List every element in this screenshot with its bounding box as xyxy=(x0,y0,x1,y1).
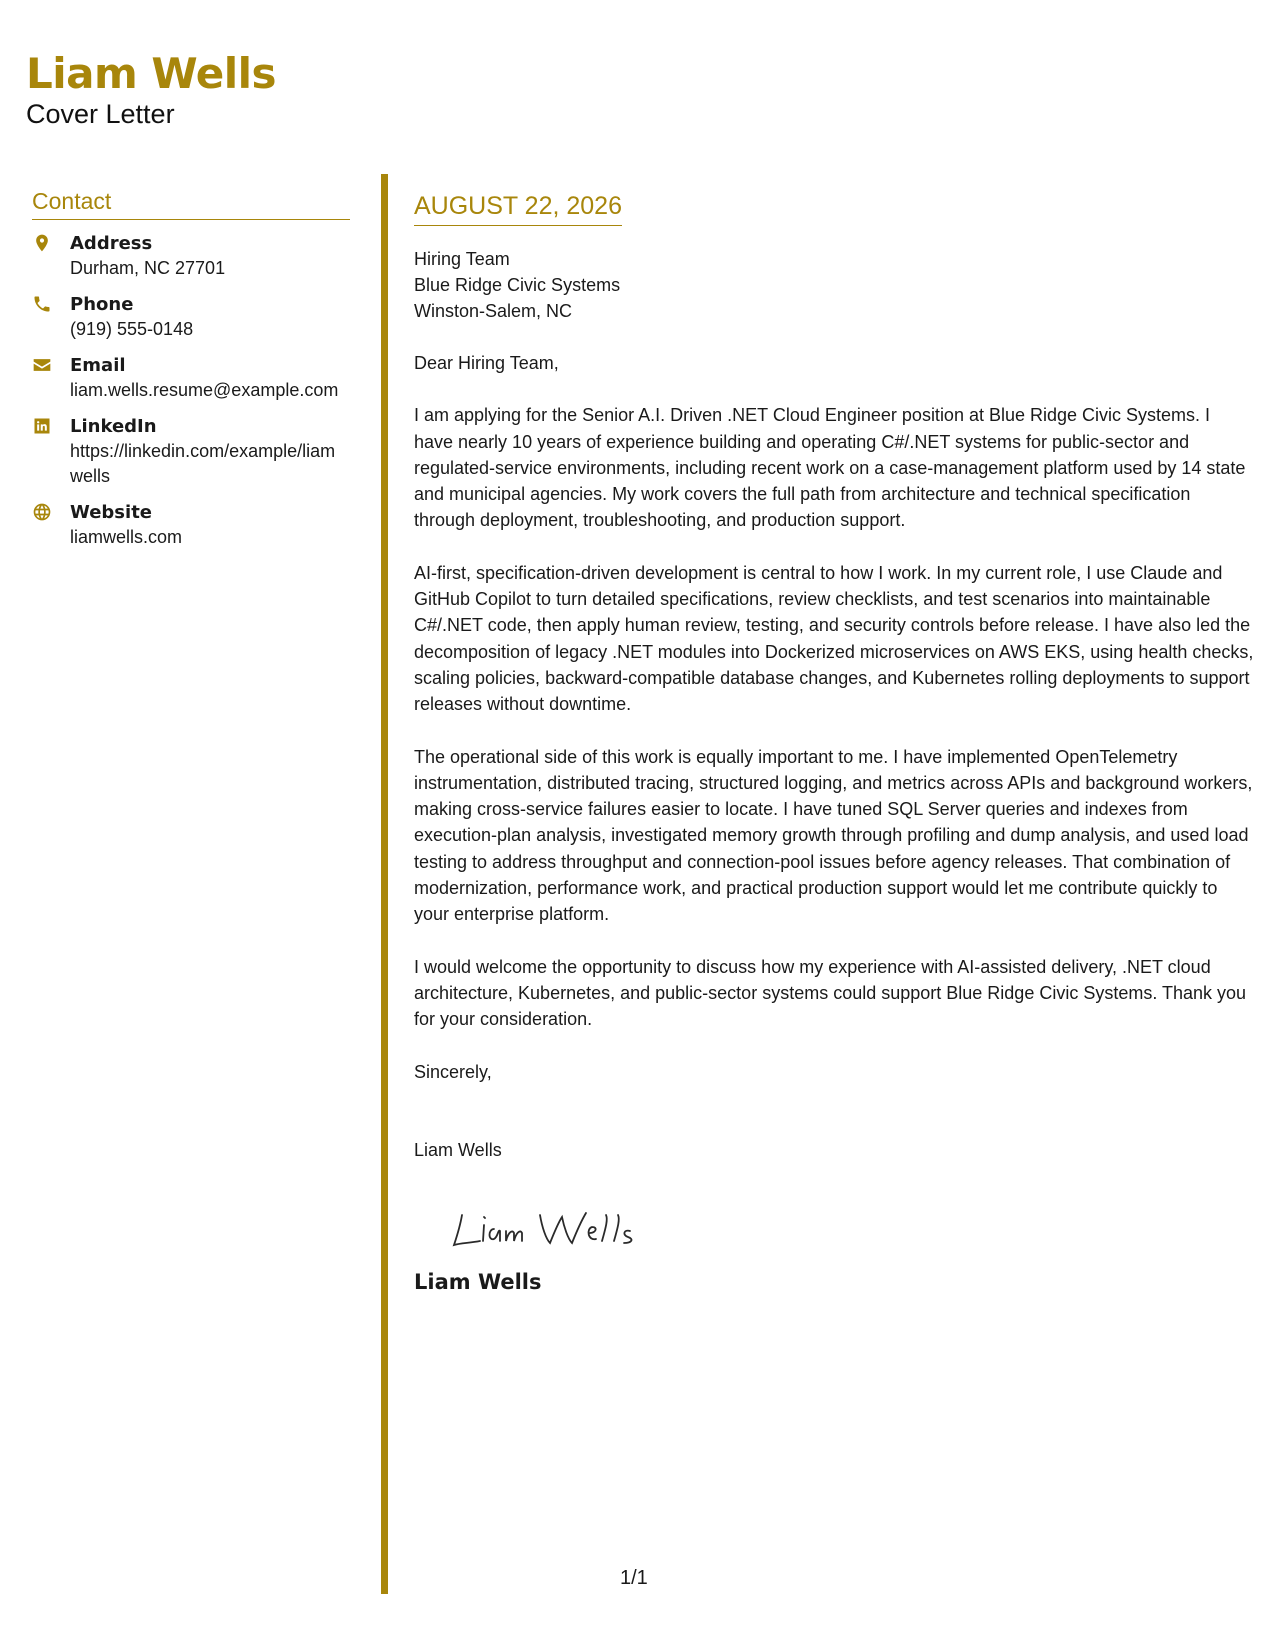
envelope-icon xyxy=(32,355,54,377)
page-number: 1/1 xyxy=(620,1567,648,1589)
candidate-name: Liam Wells xyxy=(26,49,276,98)
recipient-block xyxy=(414,246,1254,324)
contact-sidebar xyxy=(32,188,350,562)
letter-date: AUGUST 22, 2026 xyxy=(414,190,622,226)
map-pin-icon xyxy=(32,233,54,255)
contact-value[interactable]: https://linkedin.com/example/liamwells xyxy=(70,441,336,486)
signature-graphic xyxy=(450,1197,650,1257)
handwritten-signature xyxy=(450,1197,1254,1257)
globe-icon xyxy=(32,502,54,524)
contact-linkedin xyxy=(32,415,350,489)
contact-value[interactable]: liamwells.com xyxy=(70,527,183,547)
salutation: Dear Hiring Team, xyxy=(414,353,559,373)
contact-address xyxy=(32,232,350,281)
closing: Sincerely, xyxy=(414,1061,492,1082)
contact-phone xyxy=(32,293,350,342)
contact-label: Website xyxy=(70,502,153,523)
letter-paragraph: I am applying for the Senior A.I. Driven .NET Cloud Engineer position at Blue Ridge Civic Systems. I have nearly 10 years of experience building and operating C#/.NET systems for public-sector and regulated-service environments, including recent work on a case-management platform used by 14 state and municipal agencies. My work covers the full path from architecture and technical specification through deployment, troubleshooting, and production support. xyxy=(414,405,1246,531)
printed-name: Liam Wells xyxy=(414,1270,542,1295)
closing-name: Liam Wells xyxy=(414,1139,502,1160)
contact-value: Durham, NC 27701 xyxy=(70,258,226,278)
contact-email xyxy=(32,354,350,403)
contact-label: Email xyxy=(70,355,126,376)
contact-heading: Contact xyxy=(32,188,350,220)
contact-label: Phone xyxy=(70,294,134,315)
letter-body xyxy=(414,190,1254,1295)
letter-paragraph: AI-first, specification-driven development is central to how I work. In my current role, I use Claude and GitHub Copilot to turn detailed specifications, review checklists, and test scenarios into maintainable C#/.NET code, then apply human review, testing, and security controls before release. I have also led the decomposition of legacy .NET modules into Dockerized microservices on AWS EKS, using health checks, scaling policies, backward-compatible database changes, and Kubernetes rolling deployments to support releases without downtime. xyxy=(414,562,1254,715)
linkedin-icon xyxy=(32,416,54,438)
document-subtitle: Cover Letter xyxy=(26,99,175,129)
contact-website xyxy=(32,501,350,550)
page-header xyxy=(26,48,276,130)
contact-label: LinkedIn xyxy=(70,416,157,437)
contact-value: (919) 555-0148 xyxy=(70,319,194,339)
contact-label: Address xyxy=(70,233,153,254)
recipient-line: Winston-Salem, NC xyxy=(414,301,573,321)
vertical-divider xyxy=(381,174,388,1594)
phone-icon xyxy=(32,294,54,316)
recipient-line: Hiring Team xyxy=(414,249,510,269)
letter-paragraph: I would welcome the opportunity to discuss how my experience with AI-assisted delivery, .NET cloud architecture, Kubernetes, and public-sector systems could support Blue Ridge Civic Systems. Thank you for your consideration. xyxy=(414,956,1247,1030)
letter-paragraph: The operational side of this work is equally important to me. I have implemented OpenTelemetry instrumentation, distributed tracing, structured logging, and metrics across APIs and background workers, making cross-service failures easier to locate. I have tuned SQL Server queries and indexes from execution-plan analysis, investigated memory growth through profiling and dump analysis, and used load testing to address throughput and connection-pool issues before agency releases. That combination of modernization, performance work, and practical production support would let me contribute quickly to your enterprise platform. xyxy=(414,746,1253,925)
recipient-line: Blue Ridge Civic Systems xyxy=(414,275,621,295)
contact-value[interactable]: liam.wells.resume@example.com xyxy=(70,380,339,400)
